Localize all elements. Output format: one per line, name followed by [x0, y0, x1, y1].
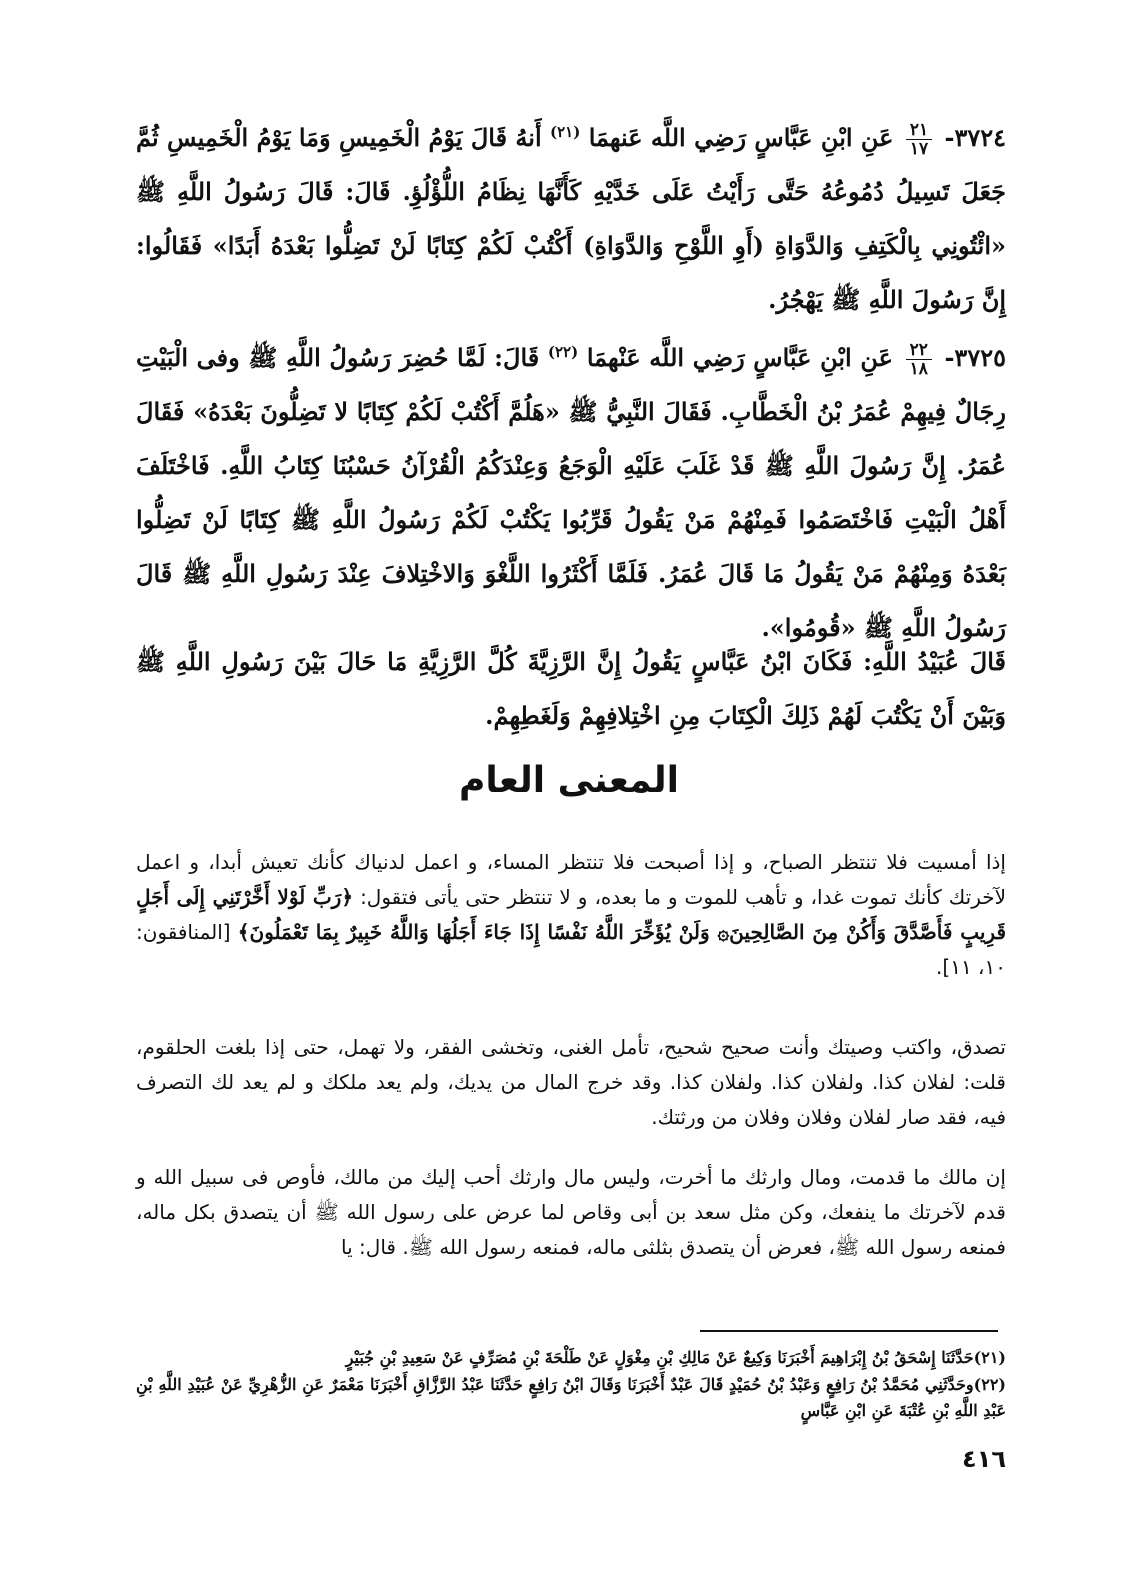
body-paragraph-3: إن مالك ما قدمت، ومال وارثك ما أخرت، وليس مال وارثك أحب إليك من مالك، فأوص فى سبيل الله و قدم لآخرتك ما ينفعك، وكن مثل سعد بن أبى وقاص لما عرض على رسول الله ﷺ أن يتصدق بكل ماله، فمنعه رسول الله ﷺ، فعرض أن يتصدق بثلثى ماله، فمنعه رسول الله ﷺ. قال: يا — [136, 1165, 1006, 1259]
footnote-ref: (٢٢) — [547, 343, 579, 361]
hadith-text-start: عَنِ ابْنِ عَبَّاسٍ رَضِي اللَّه عَنهمَا — [588, 123, 894, 152]
page-number: ٤١٦ — [962, 1445, 1006, 1473]
footnote-22: (٢٢)وحَدَّثَنِي مُحَمَّدُ بْنُ رَافِعٍ وَعَبْدُ بْنُ حُمَيْدٍ قَالَ عَبْدٌ أَخْبَرَنَا وَقَالَ ابْنُ رَافِعٍ حَدَّثَنَا عَبْدُ الرَّزَّاقِ أَخْبَرَنَا مَعْمَرٌ عَنِ الزُّهْرِيِّ عَنْ عُبَيْدِ اللَّهِ بْنِ عَبْدِ اللَّهِ بْنِ عُتْبَةَ عَنِ ابْنِ عَبَّاسٍ — [136, 1375, 1006, 1420]
fraction-bottom: ١٨ — [909, 359, 928, 379]
fraction-top: ٢٢ — [906, 341, 932, 360]
narrator-note: قَالَ عُبَيْدُ اللَّهِ: فَكَانَ ابْنُ عَبَّاسٍ يَقُولُ إِنَّ الرَّزِيَّةَ كُلَّ الرَّزِيَّةِ مَا حَالَ بَيْنَ رَسُولِ اللَّهِ ﷺ وَبَيْنَ أَنْ يَكْتُبَ لَهُمْ ذَلِكَ الْكِتَابَ مِنِ اخْتِلافِهِمْ وَلَغَطِهِمْ. — [136, 647, 1006, 730]
quran-citation: [المنافقون: ١٠، ١١]. — [136, 920, 1006, 979]
fraction-top: ٢١ — [906, 121, 932, 140]
hadith-fraction — [906, 121, 932, 158]
hadith-fraction — [906, 341, 932, 378]
quran-verse: ﴿رَبِّ لَوْلا أَخَّرْتَنِي إِلَى أَجَلٍ قَرِيبٍ فَأَصَّدَّقَ وَأَكُنْ مِنَ الصَّالِحِينَ۞ وَلَنْ يُؤَخِّرَ اللَّهُ نَفْسًا إِذَا جَاءَ أَجَلُهَا وَاللَّهُ خَبِيرٌ بِمَا تَعْمَلُونَ﴾ — [136, 885, 1007, 944]
body-paragraph-1 — [136, 845, 1006, 985]
section-heading: المعنى العام — [458, 760, 680, 801]
footnote-21: (٢١)حَدَّثَنَا إِسْحَقُ بْنُ إِبْرَاهِيمَ أَخْبَرَنَا وَكِيعٌ عَنْ مَالِكِ بْنِ مِغْوَلٍ عَنْ طَلْحَةَ بْنِ مُصَرِّفٍ عَنْ سَعِيدِ بْنِ جُبَيْرٍ — [345, 1348, 1006, 1367]
hadith-text-rest: قَالَ: لَمَّا حُضِرَ رَسُولُ اللَّهِ ﷺ وفى الْبَيْتِ رِجَالٌ فِيهِمْ عُمَرُ بْنُ الْخَطَّابِ. فَقَالَ النَّبِيُّ ﷺ «هَلُمَّ أَكْتُبْ لَكُمْ كِتَابًا لا تَضِلُّونَ بَعْدَهُ» فَقَالَ عُمَرُ. إِنَّ رَسُولَ اللَّهِ ﷺ قَدْ غَلَبَ عَلَيْهِ الْوَجَعُ وَعِنْدَكُمُ الْقُرْآنُ حَسْبُنَا كِتَابُ اللَّهِ. فَاخْتَلَفَ أَهْلُ الْبَيْتِ فَاخْتَصَمُوا فَمِنْهُمْ مَنْ يَقُولُ قَرِّبُوا يَكْتُبْ لَكُمْ رَسُولُ اللَّهِ ﷺ كِتَابًا لَنْ تَضِلُّوا بَعْدَهُ وَمِنْهُمْ مَنْ يَقُولُ مَا قَالَ عُمَرُ. فَلَمَّا أَكْثَرُوا اللَّغْوَ وَالاخْتِلافَ عِنْدَ رَسُولِ اللَّهِ ﷺ قَالَ رَسُولُ اللَّهِ ﷺ «قُومُوا». — [136, 343, 1007, 642]
hadith-3725 — [136, 325, 1006, 655]
hadith-number: ٣٧٢٤- — [944, 123, 1007, 152]
hadith-text-rest: أَنهُ قَالَ يَوْمُ الْخَمِيسِ وَمَا يَوْمُ الْخَمِيسِ ثُمَّ جَعَلَ تَسِيلُ دُمُوعُهُ حَتَّى رَأَيْتُ عَلَى خَدَّيْهِ كَأَنَّهَا نِظَامُ اللُّؤْلُؤِ. قَالَ: قَالَ رَسُولُ اللَّهِ ﷺ «ائْتُونِي بِالْكَتِفِ وَالدَّوَاةِ (أَوِ اللَّوْحِ وَالدَّوَاةِ) أَكْتُبْ لَكُمْ كِتَابًا لَنْ تَضِلُّوا بَعْدَهُ أَبَدًا» فَقَالُوا: إِنَّ رَسُولَ اللَّهِ ﷺ يَهْجُرُ. — [136, 123, 1006, 314]
footnote-ref: (٢١) — [550, 123, 581, 141]
paragraph-text: إذا أمسيت فلا تنتظر الصباح، و إذا أصبحت فلا تنتظر المساء، و اعمل لدنياك كأنك تعيش أبدا، و اعمل لآخرتك كأنك تموت غدا، و تأهب للموت و ما بعده، و لا تنتظر حتى يأتى فتقول: — [136, 850, 1006, 909]
body-paragraph-2: تصدق، واكتب وصيتك وأنت صحيح شحيح، تأمل الغنى، وتخشى الفقر، ولا تهمل، حتى إذا بلغت الحلقوم، قلت: لفلان كذا. ولفلان كذا. ولفلان كذا. وقد خرج المال من يديك، ولم يعد ملكك و لم يعد لك التصرف فيه، فقد صار لفلان وفلان وفلان من ورثتك. — [136, 1035, 1006, 1129]
hadith-number: ٣٧٢٥- — [944, 343, 1006, 372]
footnote-divider — [700, 1330, 998, 1332]
hadith-3724 — [136, 105, 1006, 327]
hadith-text-start: عَنِ ابْنِ عَبَّاسٍ رَضِي اللَّه عَنْهمَا — [586, 343, 893, 372]
fraction-bottom: ١٧ — [909, 139, 929, 159]
